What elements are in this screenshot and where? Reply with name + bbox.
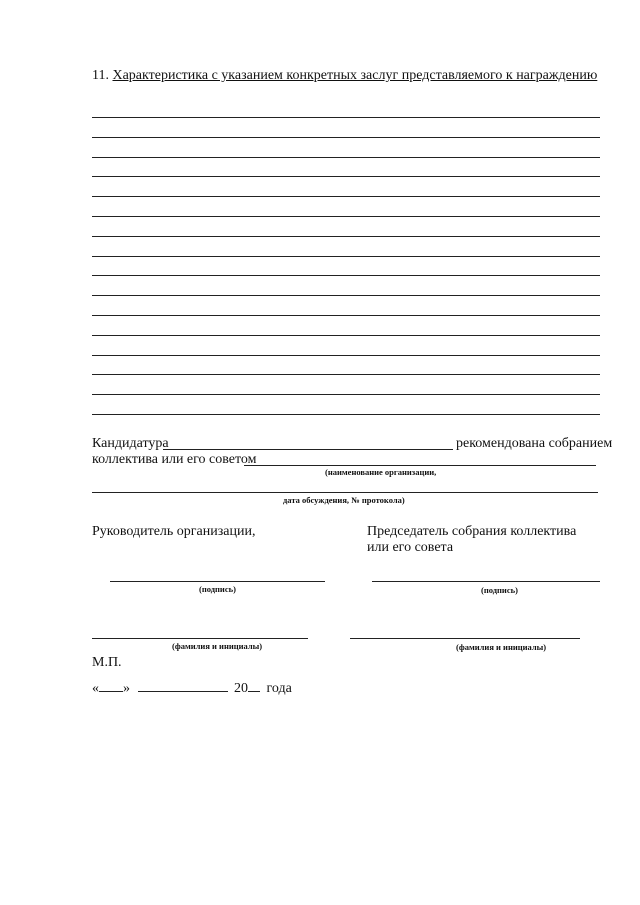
chairman-signature-field[interactable]	[372, 581, 600, 582]
stamp-place: М.П.	[92, 655, 122, 670]
month-field[interactable]	[138, 679, 228, 692]
chairman-name-field[interactable]	[350, 638, 580, 639]
characteristic-line[interactable]	[92, 315, 600, 316]
characteristic-line[interactable]	[92, 256, 600, 257]
day-field[interactable]	[99, 679, 123, 692]
head-name-caption: (фамилия и инициалы)	[172, 641, 263, 651]
date-protocol-field[interactable]	[92, 492, 598, 493]
candidate-name-field[interactable]	[163, 449, 453, 450]
open-quote: «	[92, 681, 99, 696]
close-quote: »	[123, 681, 130, 696]
characteristic-line[interactable]	[92, 216, 600, 217]
section-heading	[92, 68, 597, 84]
characteristic-line[interactable]	[92, 117, 600, 118]
chairman-name-caption: (фамилия и инициалы)	[456, 642, 547, 652]
characteristic-line[interactable]	[92, 236, 600, 237]
characteristic-line[interactable]	[92, 374, 600, 375]
collective-label: коллектива или его советом	[92, 452, 257, 467]
characteristic-line[interactable]	[92, 176, 600, 177]
characteristic-line[interactable]	[92, 394, 600, 395]
section-title: Характеристика с указанием конкретных заслуг представляемого к награждению	[112, 68, 598, 83]
characteristic-line[interactable]	[92, 355, 600, 356]
section-number: 11.	[92, 68, 109, 83]
candidacy-label: Кандидатура	[92, 436, 169, 451]
head-signature-caption: (подпись)	[199, 584, 236, 594]
characteristic-line[interactable]	[92, 157, 600, 158]
organization-caption: (наименование организации,	[325, 467, 437, 477]
characteristic-line[interactable]	[92, 196, 600, 197]
chairman-signature-caption: (подпись)	[481, 585, 518, 595]
head-of-organization-title: Руководитель организации,	[92, 524, 256, 539]
year-suffix: года	[266, 681, 292, 696]
head-signature-field[interactable]	[110, 581, 325, 582]
characteristic-line[interactable]	[92, 137, 600, 138]
year-prefix: 20	[234, 681, 248, 696]
head-name-field[interactable]	[92, 638, 308, 639]
year-field[interactable]	[248, 679, 260, 692]
characteristic-line[interactable]	[92, 295, 600, 296]
organization-field[interactable]	[244, 465, 596, 466]
characteristic-line[interactable]	[92, 275, 600, 276]
date-line	[92, 679, 292, 697]
characteristic-line[interactable]	[92, 335, 600, 336]
recommended-label: рекомендована собранием	[456, 436, 613, 451]
chairman-title-line2: или его совета	[367, 540, 454, 555]
chairman-title-line1: Председатель собрания коллектива	[367, 524, 577, 539]
characteristic-line[interactable]	[92, 414, 600, 415]
date-protocol-caption: дата обсуждения, № протокола)	[283, 495, 405, 505]
